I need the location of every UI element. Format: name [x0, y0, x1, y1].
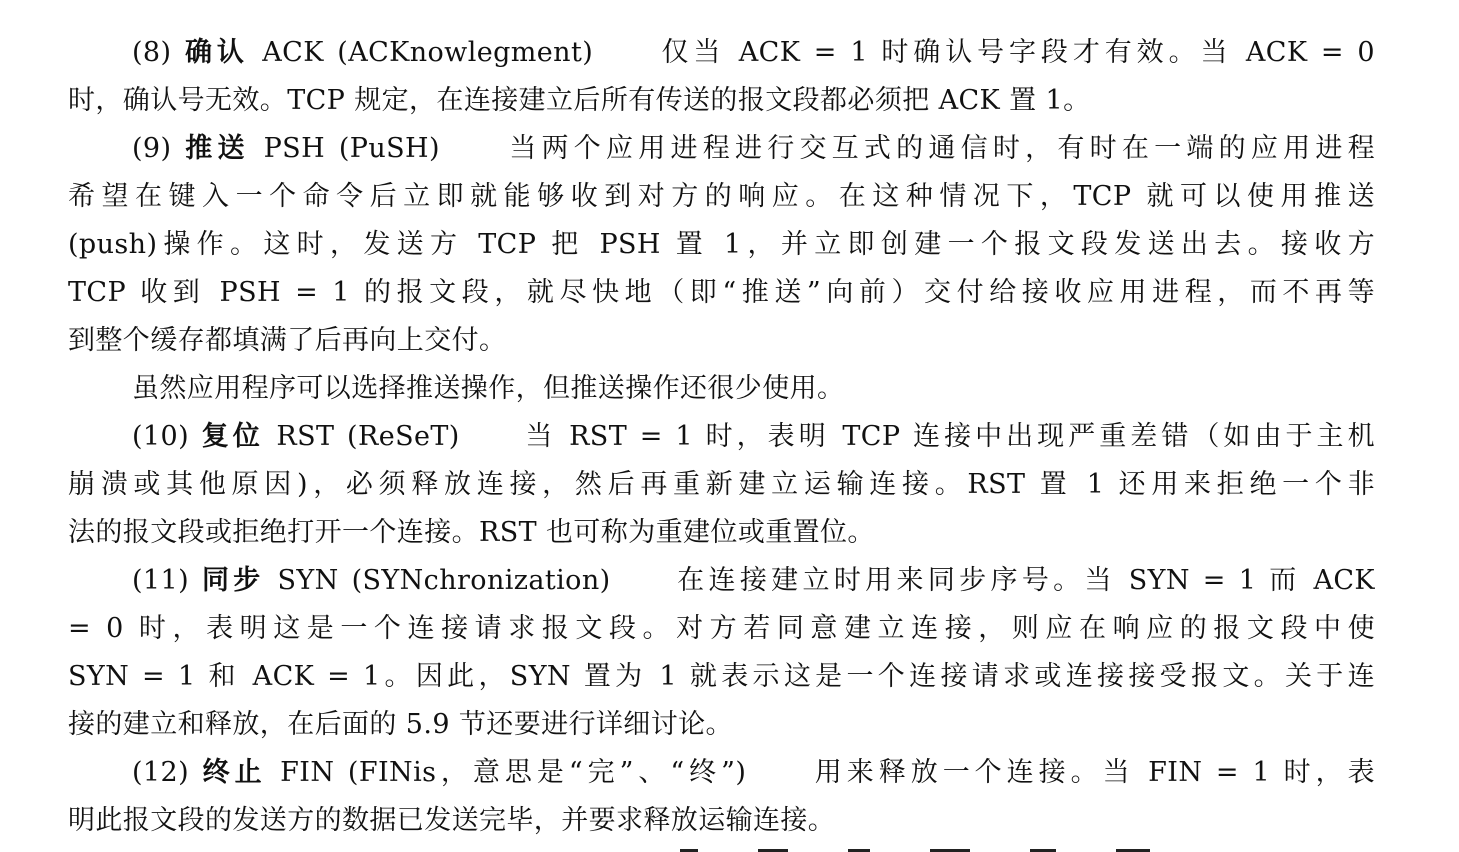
paragraph-psh-note: 虽然应用程序可以选择推送操作，但推送操作还很少使用。: [132, 373, 845, 404]
paragraph-text: SYN (SYNchronization) 在连接建立时用来同步序号。当 SYN = 1 而 ACK: [264, 565, 1375, 596]
item-number: (9): [132, 133, 186, 164]
item-number: (8): [132, 37, 185, 68]
item-number: (10): [132, 421, 202, 452]
paragraph-syn-line-2: = 0 时，表明这是一个连接请求报文段。对方若同意建立连接，则应在响应的报文段中使: [68, 613, 1375, 644]
paragraph-text: PSH (PuSH) 当两个应用进程进行交互式的通信时，有时在一端的应用进程: [249, 133, 1375, 164]
paragraph-text: RST (ReSeT) 当 RST = 1 时，表明 TCP 连接中出现严重差错（如由于主机: [263, 421, 1375, 452]
paragraph-rst-line-1: [132, 417, 1375, 457]
term-syn: 同步: [201, 565, 265, 596]
paragraph-syn-line-4: 接的建立和释放，在后面的 5.9 节还要进行详细讨论。: [68, 709, 733, 740]
paragraph-text: FIN (FINis，意思是“完”、“终”) 用来释放一个连接。当 FIN = 1 时，表: [266, 757, 1375, 788]
paragraph-psh-line-4: TCP 收到 PSH = 1 的报文段，就尽快地（即“推送”向前）交付给接收应用进程，而不再等: [68, 277, 1375, 308]
paragraph-psh-line-3: (push)操作。这时，发送方 TCP 把 PSH 置 1，并立即创建一个报文段发送出去。接收方: [68, 229, 1375, 260]
paragraph-rst-line-2: 崩溃或其他原因)，必须释放连接，然后再重新建立运输连接。RST 置 1 还用来拒绝一个非: [68, 469, 1375, 500]
paragraph-rst-line-3: 法的报文段或拒绝打开一个连接。RST 也可称为重建位或重置位。: [68, 517, 875, 548]
item-number: (11): [132, 565, 202, 596]
term-fin: 终止: [202, 757, 267, 788]
paragraph-psh-line-5: 到整个缓存都填满了后再向上交付。: [68, 325, 507, 356]
term-ack: 确认: [184, 37, 249, 68]
item-number: (12): [132, 757, 203, 788]
paragraph-syn-line-1: [132, 561, 1375, 601]
paragraph-psh-line-1: [132, 129, 1375, 169]
paragraph-fin-line-2: 明此报文段的发送方的数据已发送完毕，并要求释放运输连接。: [68, 805, 836, 836]
paragraph-ack-line-1: [132, 33, 1375, 73]
paragraph-psh-line-2: 希望在键入一个命令后立即就能够收到对方的响应。在这种情况下，TCP 就可以使用推送: [68, 181, 1375, 212]
paragraph-text: ACK (ACKnowlegment) 仅当 ACK = 1 时确认号字段才有效。当 ACK = 0: [248, 37, 1375, 68]
paragraph-syn-line-3: SYN = 1 和 ACK = 1。因此，SYN 置为 1 就表示这是一个连接请求或连接接受报文。关于连: [68, 661, 1375, 692]
paragraph-ack-line-2: 时，确认号无效。TCP 规定，在连接建立后所有传送的报文段都必须把 ACK 置 1。: [68, 85, 1091, 116]
term-psh: 推送: [185, 133, 250, 164]
term-rst: 复位: [201, 421, 264, 452]
paragraph-fin-line-1: [132, 753, 1375, 793]
